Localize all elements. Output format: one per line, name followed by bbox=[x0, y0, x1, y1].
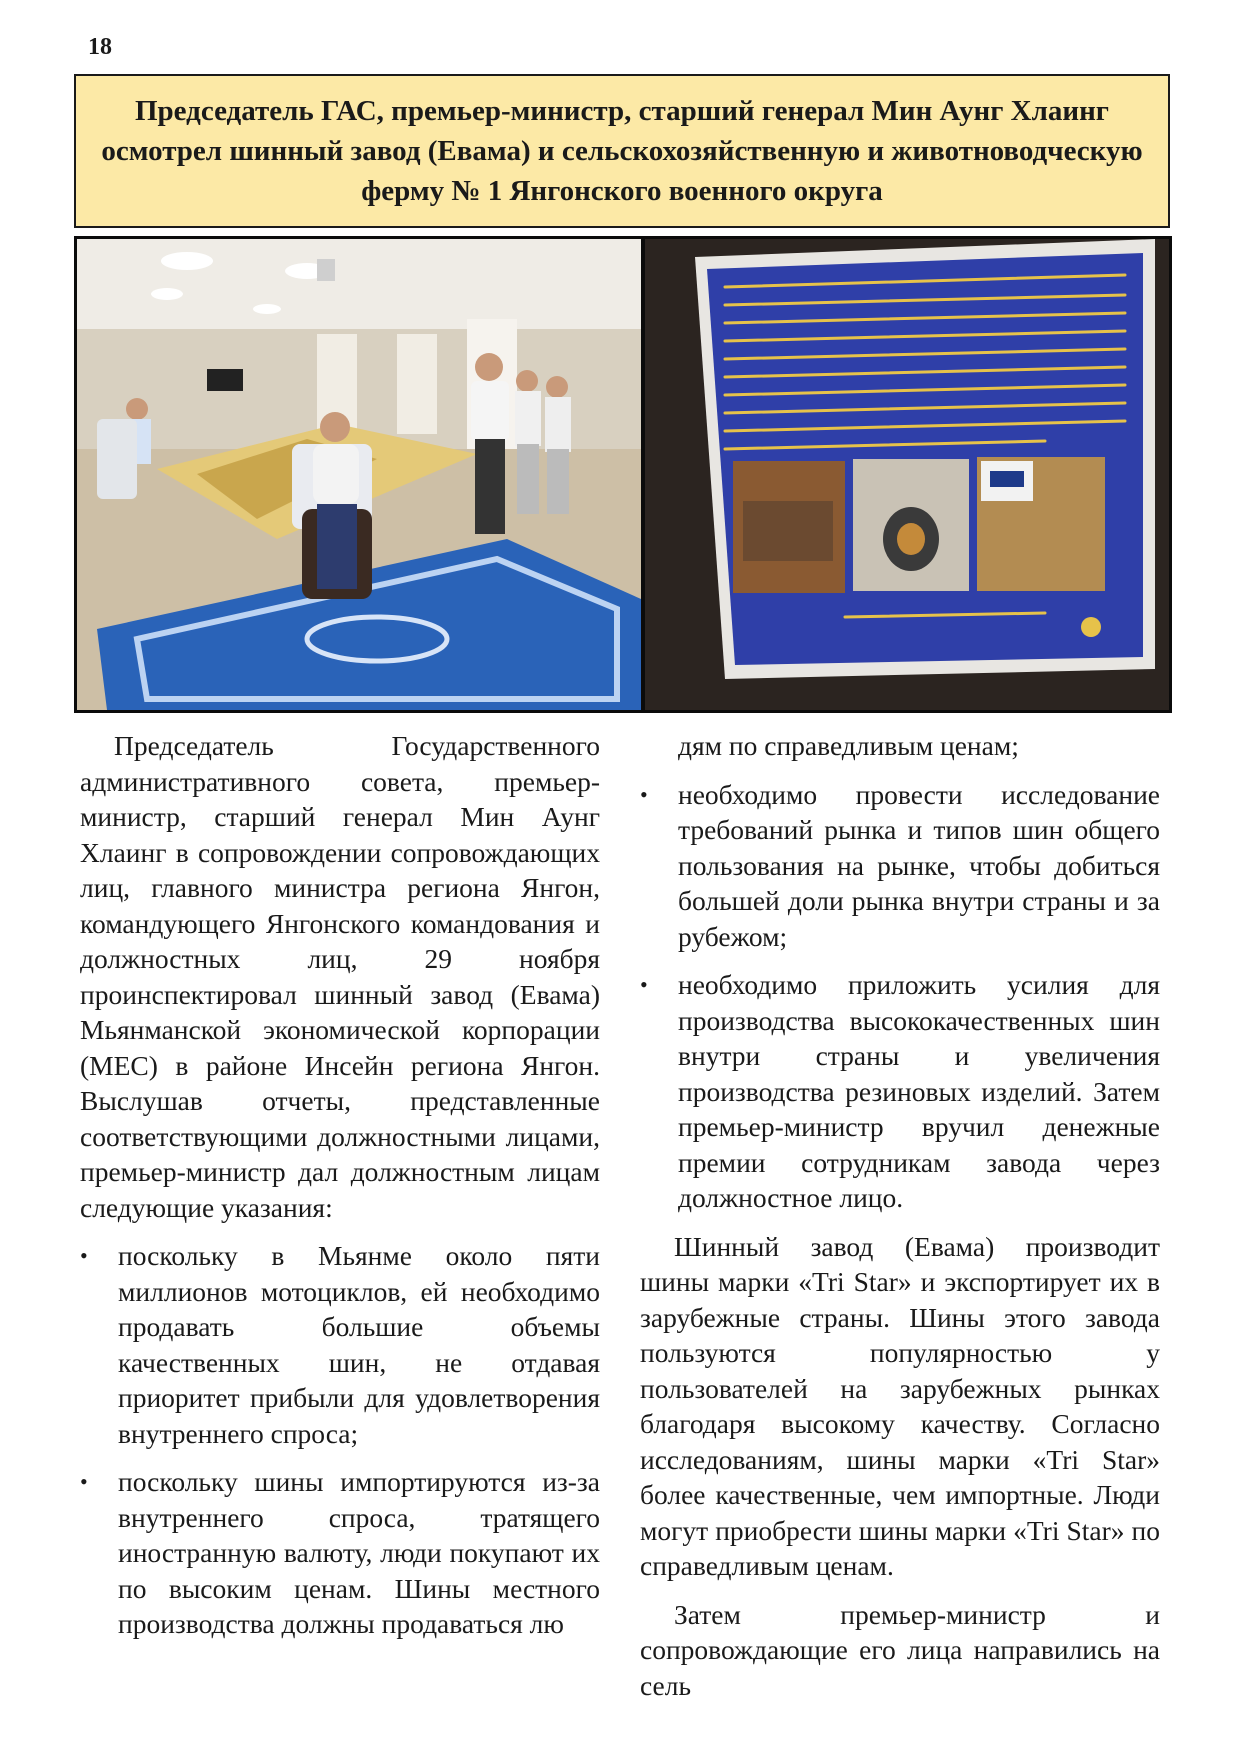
meeting-photo-icon bbox=[77, 239, 641, 710]
right-column bbox=[640, 728, 1160, 1716]
list-item-continuation: дям по справедливым ценам; bbox=[678, 730, 1019, 761]
instructions-list bbox=[80, 1238, 600, 1642]
bullet-icon: • bbox=[80, 1469, 88, 1494]
list-item: • поскольку шины импортируются из-за внутреннего спроса, тратящего иностранную валюту, люди покупают их по высоким ценам. Шины местного производства должны продаваться лю bbox=[80, 1466, 600, 1639]
projector-screen-icon bbox=[645, 239, 1169, 710]
headline-box bbox=[74, 74, 1170, 228]
list-item: • необходимо провести исследование требований рынка и типов шин общего пользования на рынке, чтобы добиться большей доли рынка внутри страны и за рубежом; bbox=[640, 778, 1160, 952]
presentation-slide-photo bbox=[645, 239, 1169, 710]
bullet-icon: • bbox=[640, 972, 648, 997]
tristar-paragraph: Шинный завод (Евама) производит шины марки «Tri Star» и экспортирует их в зарубежные страны. Шины этого завода пользуются популярностью у пользователей на зарубежных рынках благодаря высокому качеству. Согласно исследованиям, шины марки «Tri Star» более качественные, чем импортные. Люди могут приобрести шины марки «Tri Star» по справедливым ценам. bbox=[640, 1230, 1160, 1581]
left-column bbox=[80, 728, 600, 1655]
page-title: Председатель ГАС, премьер-министр, старший генерал Мин Аунг Хлаинг осмотрел шинный завод (Евама) и сельскохозяйственную и животноводческую ферму № 1 Янгонского военного округа bbox=[101, 95, 1143, 207]
list-item: • необходимо приложить усилия для производства высококачественных шин внутри страны и увеличения производства резиновых изделий. Затем премьер-министр вручил денежные премии сотрудникам завода через должностное лицо. bbox=[640, 969, 1160, 1213]
instructions-list-continued bbox=[640, 777, 1160, 1216]
intro-paragraph: Председатель Государственного административного совета, премьер-министр, старший генерал Мин Аунг Хлаинг в сопровождении сопровождающих лиц, главного министра региона Янгон, командующего Янгонского командования и должностных лиц, 29 ноября проинспектировал шинный завод (Евама) Мьянманской экономической корпорации (МЕС) в районе Инсейн региона Янгон. Выслушав отчеты, представленные соответствующими должностными лицами, премьер-министр дал должностным лицам следующие указания: bbox=[80, 730, 600, 1223]
page-number: 18 bbox=[88, 34, 112, 60]
meeting-photo bbox=[77, 239, 641, 710]
bullet-icon: • bbox=[640, 781, 648, 807]
bullet-icon: • bbox=[80, 1243, 88, 1268]
closing-paragraph: Затем премьер-министр и сопровождающие его лица направились на сель bbox=[640, 1598, 1160, 1701]
photo-strip bbox=[74, 236, 1172, 713]
list-item: • поскольку в Мьянме около пяти миллионов мотоциклов, ей необходимо продавать большие объемы качественных шин, не отдавая приоритет прибыли для удовлетворения внутреннего спроса; bbox=[80, 1240, 600, 1449]
